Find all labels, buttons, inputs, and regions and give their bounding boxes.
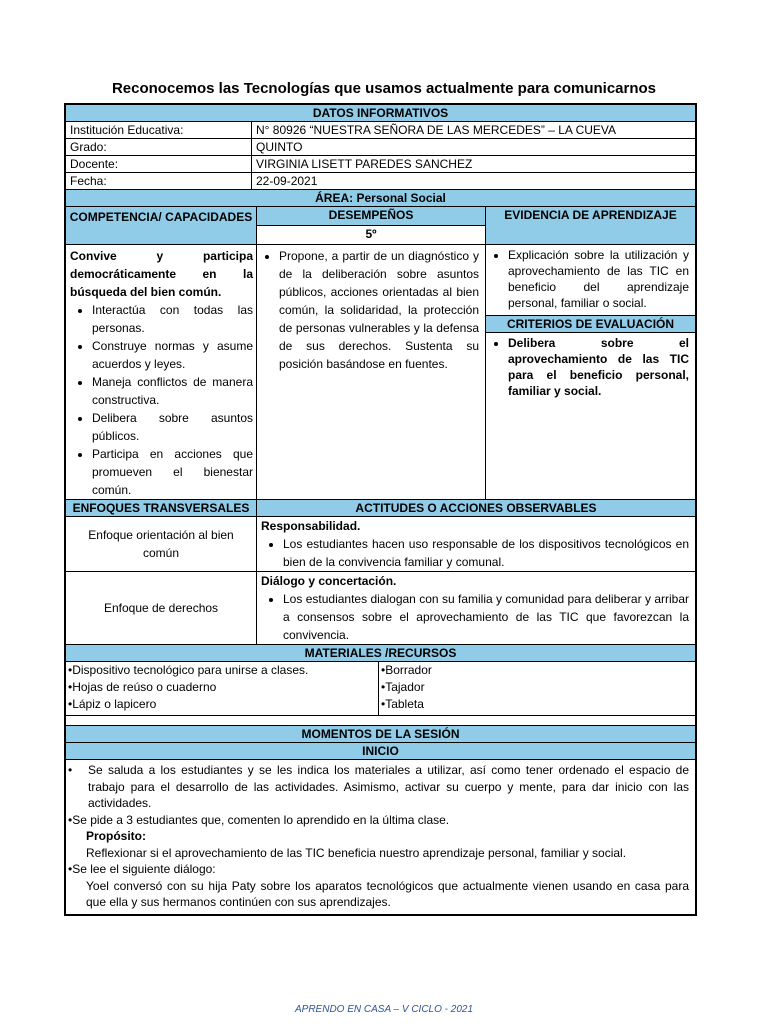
enfoque-row [65, 517, 696, 572]
info-value: VIRGINIA LISETT PAREDES SANCHEZ [252, 156, 696, 173]
criterios-header: CRITERIOS DE EVALUACIÓN [486, 315, 695, 333]
info-label: Docente: [65, 156, 252, 173]
desempeno-list [257, 247, 479, 373]
evidencia-list [486, 245, 695, 315]
inicio-body [65, 760, 696, 915]
info-value: N° 80926 “NUESTRA SEÑORA DE LAS MERCEDES” – LA CUEVA [252, 122, 696, 139]
competencia-cell [65, 245, 257, 500]
session-table [64, 103, 697, 916]
list-item: •Hojas de reúso o cuaderno [68, 680, 217, 694]
info-row [65, 139, 696, 156]
desempenos-header: DESEMPEÑOS [257, 207, 486, 226]
desempenos-header-group [257, 207, 486, 245]
proposito-text: Reflexionar si el aprovechamiento de las TIC beneficia nuestro aprendizaje personal, familiar y social. [86, 845, 627, 860]
list-item: • Los estudiantes dialogan con su familia y comunidad para deliberar y arribar a consensos sobre el aprovechamiento de las TIC que favorezcan la convivencia. [283, 590, 689, 644]
desempeno-cell [257, 245, 486, 500]
capacidades-list [70, 301, 253, 499]
enfoque-action-list [261, 590, 689, 644]
competencia-header: COMPETENCIA/ CAPACIDADES [65, 207, 257, 245]
info-row [65, 156, 696, 173]
list-item: •Tajador [381, 680, 425, 694]
datos-header: DATOS INFORMATIVOS [65, 104, 696, 122]
list-item: • Maneja conflictos de manera constructiva. [92, 373, 253, 409]
grado-header: 5º [257, 226, 486, 245]
competencia-text: Convive y participa democráticamente en la búsqueda del bien común. [70, 249, 253, 299]
list-item: • Delibera sobre el aprovechamiento de las TIC para el beneficio personal, familiar y social. [508, 335, 689, 399]
enfoque-row [65, 572, 696, 645]
inicio-p1: • Se saluda a los estudiantes y se les indica los materiales a utilizar, así como tener ordenado el espacio de trabajo para el desarrollo de las actividades. Asimismo, activar su cuerpo y mente, para dar inicio con las actividades. [68, 763, 689, 810]
inicio-p2: •Se pide a 3 estudiantes que, comenten lo aprendido en la última clase. [68, 812, 450, 827]
list-item: • Delibera sobre asuntos públicos. [92, 409, 253, 445]
list-item: • Participa en acciones que promueven el bienestar común. [92, 445, 253, 499]
evidencia-header: EVIDENCIA DE APRENDIZAJE [486, 207, 696, 245]
dialogo-text: Yoel conversó con su hija Paty sobre los aparatos tecnológicos que actualmente vienen usando en casa para que ella y sus hermanos continúen con sus aprendizajes. [86, 878, 689, 909]
list-item: •Borrador [381, 663, 432, 677]
materiales-header: MATERIALES /RECURSOS [65, 645, 696, 662]
list-item: • Interactúa con todas las personas. [92, 301, 253, 337]
list-item: •Lápiz o lapicero [68, 697, 157, 711]
footer: APRENDO EN CASA – V CICLO - 2021 [294, 1004, 474, 1015]
list-item: • Los estudiantes hacen uso responsable de los dispositivos tecnológicos en bien de la convivencia familiar y comunal. [283, 535, 689, 571]
enfoque-value: Diálogo y concertación. [261, 574, 397, 588]
enfoque-action-list [261, 535, 689, 571]
materiales-row [65, 662, 696, 716]
info-value: QUINTO [252, 139, 696, 156]
proposito-label: Propósito: [86, 829, 146, 843]
spacer-row [65, 716, 696, 726]
document-title: Reconocemos las Tecnologías que usamos actualmente para comunicarnos [111, 80, 657, 97]
momentos-header: MOMENTOS DE LA SESIÓN [65, 726, 696, 743]
info-row [65, 122, 696, 139]
info-label: Institución Educativa: [65, 122, 252, 139]
enfoques-header-row [65, 500, 696, 517]
actitudes-header: ACTITUDES O ACCIONES OBSERVABLES [257, 500, 696, 517]
inicio-p3: •Se lee el siguiente diálogo: [68, 862, 216, 876]
list-item: • Explicación sobre la utilización y aprovechamiento de las TIC en beneficio del aprendizaje personal, familiar o social. [508, 247, 689, 311]
enfoque-name: Enfoque orientación al bien común [65, 517, 257, 572]
competencia-body-row [65, 245, 696, 500]
info-value: 22-09-2021 [252, 173, 696, 190]
info-label: Fecha: [65, 173, 252, 190]
materiales-left [65, 662, 379, 716]
area-header: ÁREA: Personal Social [65, 190, 696, 207]
list-item: • Propone, a partir de un diagnóstico y de la deliberación sobre asuntos públicos, acciones orientadas al bien común, la solidaridad, la protección de personas vulnerables y la defensa de sus derechos. Sustenta su posición basándose en fuentes. [279, 247, 479, 373]
list-item: • Construye normas y asume acuerdos y leyes. [92, 337, 253, 373]
competencia-header-row [65, 207, 696, 245]
materiales-right [379, 662, 696, 716]
info-label: Grado: [65, 139, 252, 156]
list-item: •Dispositivo tecnológico para unirse a clases. [68, 663, 309, 677]
enfoque-value: Responsabilidad. [261, 519, 361, 533]
enfoques-header: ENFOQUES TRANSVERSALES [65, 500, 257, 517]
enfoque-actions [257, 517, 696, 572]
enfoque-name: Enfoque de derechos [65, 572, 257, 645]
info-row [65, 173, 696, 190]
enfoque-actions [257, 572, 696, 645]
list-item: •Tableta [381, 697, 424, 711]
evidencia-cell [486, 245, 696, 500]
criterio-list [486, 333, 695, 399]
inicio-header: INICIO [65, 743, 696, 760]
